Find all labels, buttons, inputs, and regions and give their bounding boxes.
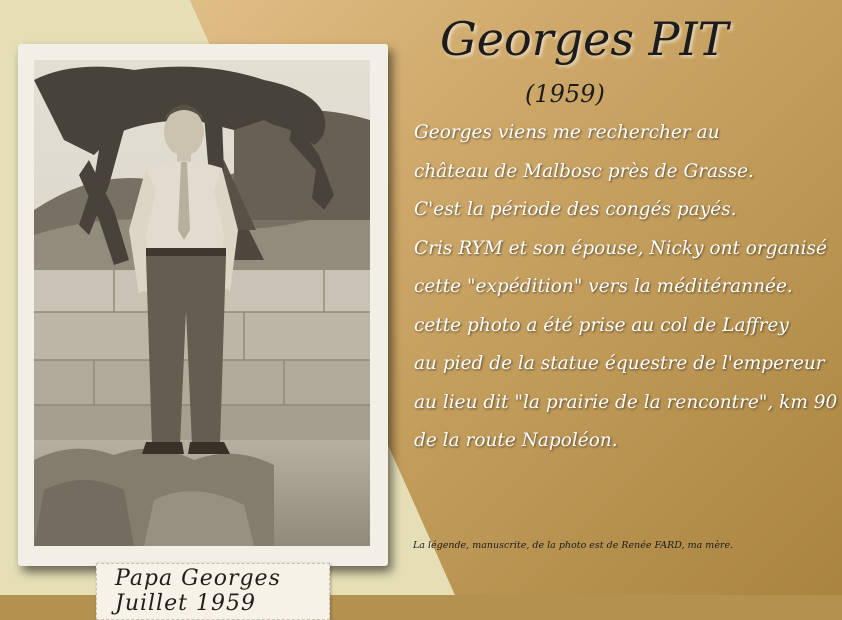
story-line: au pied de la statue équestre de l'empereur [414, 353, 825, 374]
photo-illustration [34, 60, 370, 546]
story-line: cette photo a été prise au col de Laffrey [414, 314, 789, 336]
vintage-photograph [34, 60, 370, 546]
story-line: Georges viens me rechercher au [414, 122, 720, 143]
photo-frame [18, 44, 388, 616]
handwritten-photo-label [96, 563, 330, 620]
story-line: au lieu dit "la prairie de la rencontre", km 90 [414, 391, 838, 413]
photo-caption-line-2: Juillet 1959 [115, 591, 256, 616]
page-title: Georges PIT [440, 12, 729, 66]
story-line: C'est la période des congés payés. [414, 199, 737, 220]
story-line: cette "expédition" vers la méditérannée. [414, 276, 793, 297]
story-line: de la route Napoléon. [414, 430, 618, 451]
story-text-block [414, 114, 842, 461]
story-line: Cris RYM et son épouse, Nicky ont organisé [414, 237, 827, 259]
photo-caption-line-1: Papa Georges [115, 566, 281, 591]
year-subtitle: (1959) [525, 80, 605, 108]
story-line: château de Malbosc près de Grasse. [414, 160, 754, 182]
footnote: La légende, manuscrite, de la photo est de Renée FARD, ma mère. [413, 540, 734, 551]
